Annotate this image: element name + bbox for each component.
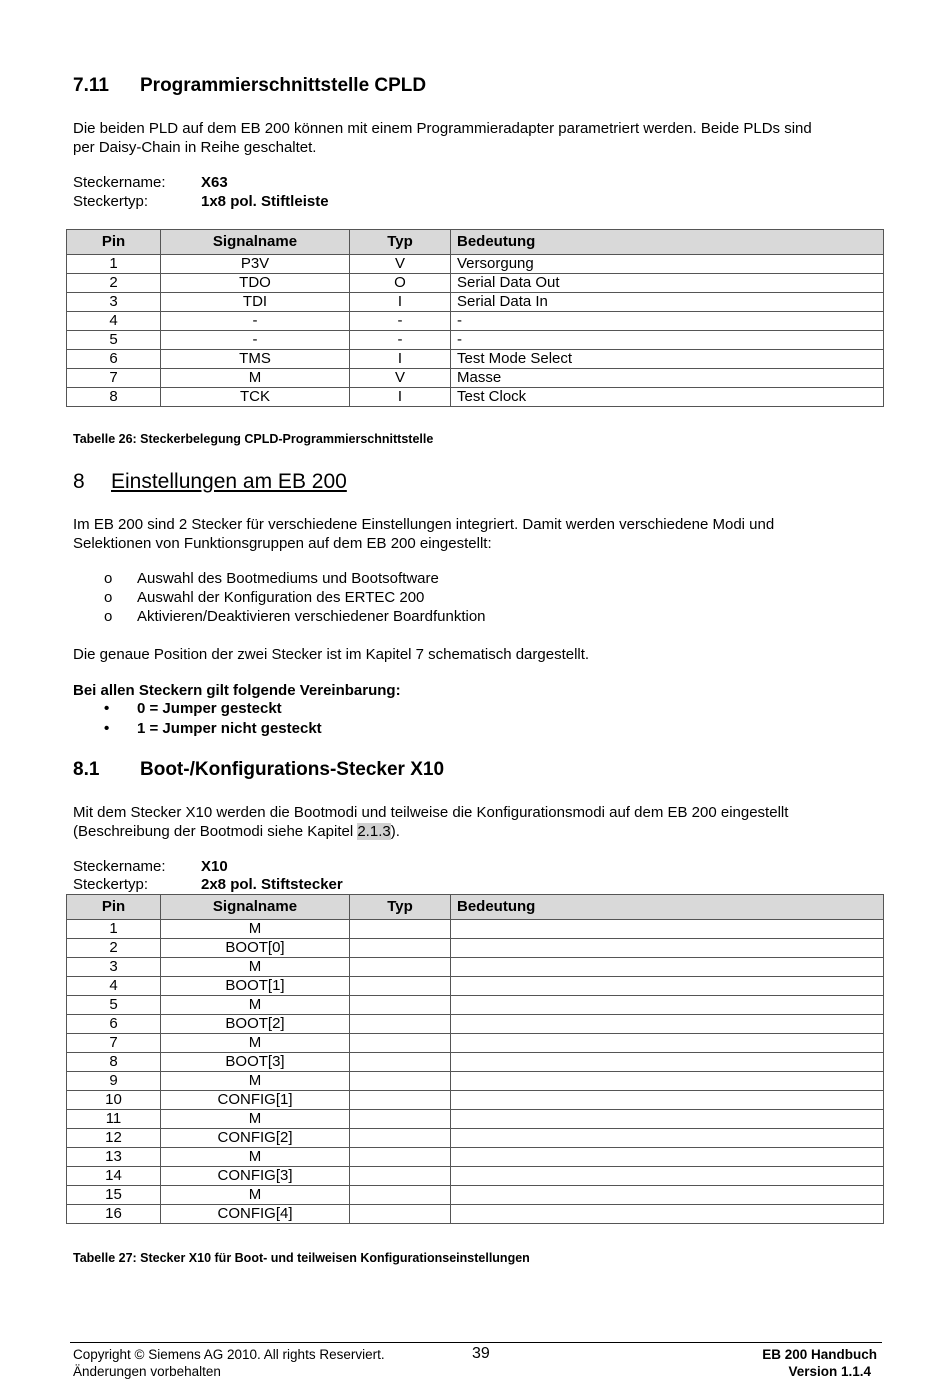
- pin-cell: 8: [67, 1053, 161, 1072]
- section-number: 7.11: [73, 75, 109, 96]
- table-row: [67, 1186, 884, 1205]
- bedeutung-cell: Versorgung: [451, 255, 884, 274]
- header-bedeutung: Bedeutung: [451, 895, 884, 920]
- chapter-title: Einstellungen am EB 200: [111, 470, 347, 493]
- signalname-cell: M: [161, 996, 350, 1015]
- signalname-cell: M: [161, 1072, 350, 1091]
- typ-cell: O: [350, 274, 451, 293]
- pin-cell: 16: [67, 1205, 161, 1224]
- table-row: [67, 255, 884, 274]
- list-item: Aktivieren/Deaktivieren verschiedener Boardfunktion: [137, 608, 486, 625]
- typ-cell: V: [350, 369, 451, 388]
- table-row: [67, 958, 884, 977]
- bedeutung-cell: [451, 1186, 884, 1205]
- position-note: [73, 645, 589, 664]
- pin-cell: 14: [67, 1167, 161, 1186]
- typ-cell: [350, 1129, 451, 1148]
- table-row: [67, 388, 884, 407]
- table-row: [67, 977, 884, 996]
- bedeutung-cell: [451, 1148, 884, 1167]
- paragraph-line: [73, 822, 788, 841]
- pin-table-cpld: [66, 229, 884, 407]
- signalname-cell: CONFIG[2]: [161, 1129, 350, 1148]
- signalname-cell: TDI: [161, 293, 350, 312]
- connector-name-value: X63: [201, 174, 228, 191]
- list-item: Auswahl der Konfiguration des ERTEC 200: [137, 589, 425, 606]
- pin-cell: 5: [67, 996, 161, 1015]
- pin-cell: 2: [67, 274, 161, 293]
- typ-cell: [350, 920, 451, 939]
- pin-cell: 6: [67, 350, 161, 369]
- connector-name-label: Steckername:: [73, 858, 166, 875]
- bedeutung-cell: [451, 1053, 884, 1072]
- typ-cell: [350, 1015, 451, 1034]
- typ-cell: I: [350, 388, 451, 407]
- typ-cell: [350, 1167, 451, 1186]
- signalname-cell: -: [161, 331, 350, 350]
- pin-cell: 6: [67, 1015, 161, 1034]
- signalname-cell: TMS: [161, 350, 350, 369]
- jumper-convention: [73, 681, 673, 741]
- bedeutung-cell: Test Mode Select: [451, 350, 884, 369]
- header-typ: Typ: [350, 230, 451, 255]
- table-row: [67, 1129, 884, 1148]
- signalname-cell: BOOT[1]: [161, 977, 350, 996]
- section-7-11-intro: [73, 119, 812, 157]
- table-row: [67, 331, 884, 350]
- chapter-8-heading: [73, 470, 347, 494]
- typ-cell: -: [350, 312, 451, 331]
- signalname-cell: M: [161, 958, 350, 977]
- paragraph-line: Im EB 200 sind 2 Stecker für verschiedene Einstellungen integriert. Damit werden verschiedene Modi und: [73, 516, 775, 533]
- typ-cell: I: [350, 293, 451, 312]
- section-title: Programmierschnittstelle CPLD: [140, 75, 427, 96]
- signalname-cell: TDO: [161, 274, 350, 293]
- bullet-marker: •: [104, 720, 110, 737]
- paragraph-line: Mit dem Stecker X10 werden die Bootmodi und teilweise die Konfigurationsmodi auf dem EB 200 eingestellt: [73, 804, 789, 821]
- footer-version: Version 1.1.4: [788, 1364, 871, 1379]
- table-row: [67, 1034, 884, 1053]
- connector-name-value: X10: [201, 858, 228, 875]
- text-run: (Beschreibung der Bootmodi siehe Kapitel: [73, 823, 358, 840]
- table-header-row: [67, 230, 884, 255]
- pin-cell: 7: [67, 369, 161, 388]
- paragraph-line: Die beiden PLD auf dem EB 200 können mit einem Programmieradapter parametriert werden. Beide PLDs sind: [73, 120, 812, 137]
- connector-type-label: Steckertyp:: [73, 193, 149, 210]
- pin-cell: 4: [67, 312, 161, 331]
- connector-type-value: 2x8 pol. Stiftstecker: [201, 876, 343, 893]
- connector-name-label: Steckername:: [73, 174, 166, 191]
- typ-cell: [350, 1205, 451, 1224]
- pin-cell: 5: [67, 331, 161, 350]
- pin-cell: 3: [67, 293, 161, 312]
- table-row: [67, 1205, 884, 1224]
- typ-cell: [350, 1072, 451, 1091]
- typ-cell: [350, 958, 451, 977]
- chapter-8-intro: [73, 515, 774, 553]
- footer-copyright: Copyright © Siemens AG 2010. All rights Reserviert.: [73, 1347, 385, 1362]
- bedeutung-cell: [451, 1034, 884, 1053]
- section-title: Boot-/Konfigurations-Stecker X10: [140, 759, 445, 780]
- pin-cell: 13: [67, 1148, 161, 1167]
- list-marker: o: [104, 589, 113, 606]
- pin-cell: 15: [67, 1186, 161, 1205]
- bedeutung-cell: Masse: [451, 369, 884, 388]
- bedeutung-cell: [451, 1091, 884, 1110]
- signalname-cell: CONFIG[4]: [161, 1205, 350, 1224]
- signalname-cell: M: [161, 1148, 350, 1167]
- signalname-cell: BOOT[2]: [161, 1015, 350, 1034]
- typ-cell: V: [350, 255, 451, 274]
- typ-cell: [350, 1034, 451, 1053]
- signalname-cell: M: [161, 920, 350, 939]
- pin-cell: 8: [67, 388, 161, 407]
- list-marker: o: [104, 608, 113, 625]
- chapter-number: 8: [73, 470, 85, 493]
- table-header-row: [67, 895, 884, 920]
- header-pin: Pin: [67, 895, 161, 920]
- pin-table-x10: [66, 894, 884, 1224]
- settings-list: [73, 570, 673, 630]
- page-number: 39: [472, 1345, 490, 1362]
- bedeutung-cell: [451, 939, 884, 958]
- header-signalname: Signalname: [161, 230, 350, 255]
- paragraph-line: Selektionen von Funktionsgruppen auf dem EB 200 eingestellt:: [73, 535, 492, 552]
- bedeutung-cell: [451, 1167, 884, 1186]
- typ-cell: [350, 1186, 451, 1205]
- table-row: [67, 369, 884, 388]
- header-bedeutung: Bedeutung: [451, 230, 884, 255]
- typ-cell: [350, 1110, 451, 1129]
- pin-cell: 11: [67, 1110, 161, 1129]
- connector-info-x63: [73, 174, 473, 214]
- signalname-cell: CONFIG[3]: [161, 1167, 350, 1186]
- bedeutung-cell: [451, 1205, 884, 1224]
- bedeutung-cell: [451, 1110, 884, 1129]
- pin-cell: 1: [67, 920, 161, 939]
- connector-type-label: Steckertyp:: [73, 876, 149, 893]
- typ-cell: -: [350, 331, 451, 350]
- table-row: [67, 1091, 884, 1110]
- table-row: [67, 1072, 884, 1091]
- table-row: [67, 1148, 884, 1167]
- typ-cell: I: [350, 350, 451, 369]
- paragraph-line: Die genaue Position der zwei Stecker ist im Kapitel 7 schematisch dargestellt.: [73, 646, 590, 663]
- section-8-1-heading: [73, 759, 445, 781]
- table-caption: Tabelle 26: Steckerbelegung CPLD-Programmierschnittstelle: [73, 432, 434, 446]
- connector-type-value: 1x8 pol. Stiftleiste: [201, 193, 329, 210]
- header-signalname: Signalname: [161, 895, 350, 920]
- pin-cell: 3: [67, 958, 161, 977]
- table-row: [67, 1167, 884, 1186]
- signalname-cell: -: [161, 312, 350, 331]
- pin-cell: 10: [67, 1091, 161, 1110]
- bedeutung-cell: Serial Data In: [451, 293, 884, 312]
- table-row: [67, 312, 884, 331]
- pin-cell: 7: [67, 1034, 161, 1053]
- table-row: [67, 350, 884, 369]
- typ-cell: [350, 939, 451, 958]
- convention-item: 0 = Jumper gesteckt: [137, 700, 282, 717]
- bedeutung-cell: -: [451, 312, 884, 331]
- bedeutung-cell: Serial Data Out: [451, 274, 884, 293]
- pin-cell: 2: [67, 939, 161, 958]
- list-marker: o: [104, 570, 113, 587]
- signalname-cell: M: [161, 369, 350, 388]
- convention-item: 1 = Jumper nicht gesteckt: [137, 720, 322, 737]
- table-row: [67, 939, 884, 958]
- pin-cell: 9: [67, 1072, 161, 1091]
- signalname-cell: M: [161, 1110, 350, 1129]
- table-row: [67, 1015, 884, 1034]
- section-number: 8.1: [73, 759, 100, 780]
- bedeutung-cell: [451, 958, 884, 977]
- typ-cell: [350, 996, 451, 1015]
- typ-cell: [350, 1053, 451, 1072]
- table-row: [67, 920, 884, 939]
- signalname-cell: BOOT[3]: [161, 1053, 350, 1072]
- typ-cell: [350, 977, 451, 996]
- table-row: [67, 996, 884, 1015]
- signalname-cell: BOOT[0]: [161, 939, 350, 958]
- paragraph-line: per Daisy-Chain in Reihe geschaltet.: [73, 139, 317, 156]
- bedeutung-cell: [451, 977, 884, 996]
- signalname-cell: P3V: [161, 255, 350, 274]
- bedeutung-cell: [451, 1072, 884, 1091]
- bullet-marker: •: [104, 700, 110, 717]
- connector-info-x10: [73, 858, 473, 898]
- bedeutung-cell: -: [451, 331, 884, 350]
- pin-cell: 12: [67, 1129, 161, 1148]
- table-row: [67, 1053, 884, 1072]
- signalname-cell: TCK: [161, 388, 350, 407]
- bedeutung-cell: [451, 1129, 884, 1148]
- bedeutung-cell: [451, 996, 884, 1015]
- list-item: Auswahl des Bootmediums und Bootsoftware: [137, 570, 439, 587]
- bedeutung-cell: [451, 1015, 884, 1034]
- table-row: [67, 293, 884, 312]
- section-7-11-heading: [73, 75, 427, 97]
- signalname-cell: CONFIG[1]: [161, 1091, 350, 1110]
- typ-cell: [350, 1148, 451, 1167]
- pin-cell: 1: [67, 255, 161, 274]
- chapter-reference-link[interactable]: 2.1.3: [357, 823, 391, 840]
- signalname-cell: M: [161, 1186, 350, 1205]
- table-row: [67, 274, 884, 293]
- typ-cell: [350, 1091, 451, 1110]
- header-pin: Pin: [67, 230, 161, 255]
- convention-heading: Bei allen Steckern gilt folgende Vereinbarung:: [73, 682, 401, 699]
- header-typ: Typ: [350, 895, 451, 920]
- bedeutung-cell: Test Clock: [451, 388, 884, 407]
- signalname-cell: M: [161, 1034, 350, 1053]
- footer-changes: Änderungen vorbehalten: [73, 1364, 221, 1379]
- footer-doc-title: EB 200 Handbuch: [762, 1347, 877, 1362]
- table-caption: Tabelle 27: Stecker X10 für Boot- und teilweisen Konfigurationseinstellungen: [73, 1251, 530, 1265]
- footer-divider: [70, 1342, 882, 1343]
- bedeutung-cell: [451, 920, 884, 939]
- section-8-1-intro: [73, 803, 788, 841]
- table-row: [67, 1110, 884, 1129]
- pin-cell: 4: [67, 977, 161, 996]
- text-run: ).: [390, 823, 400, 840]
